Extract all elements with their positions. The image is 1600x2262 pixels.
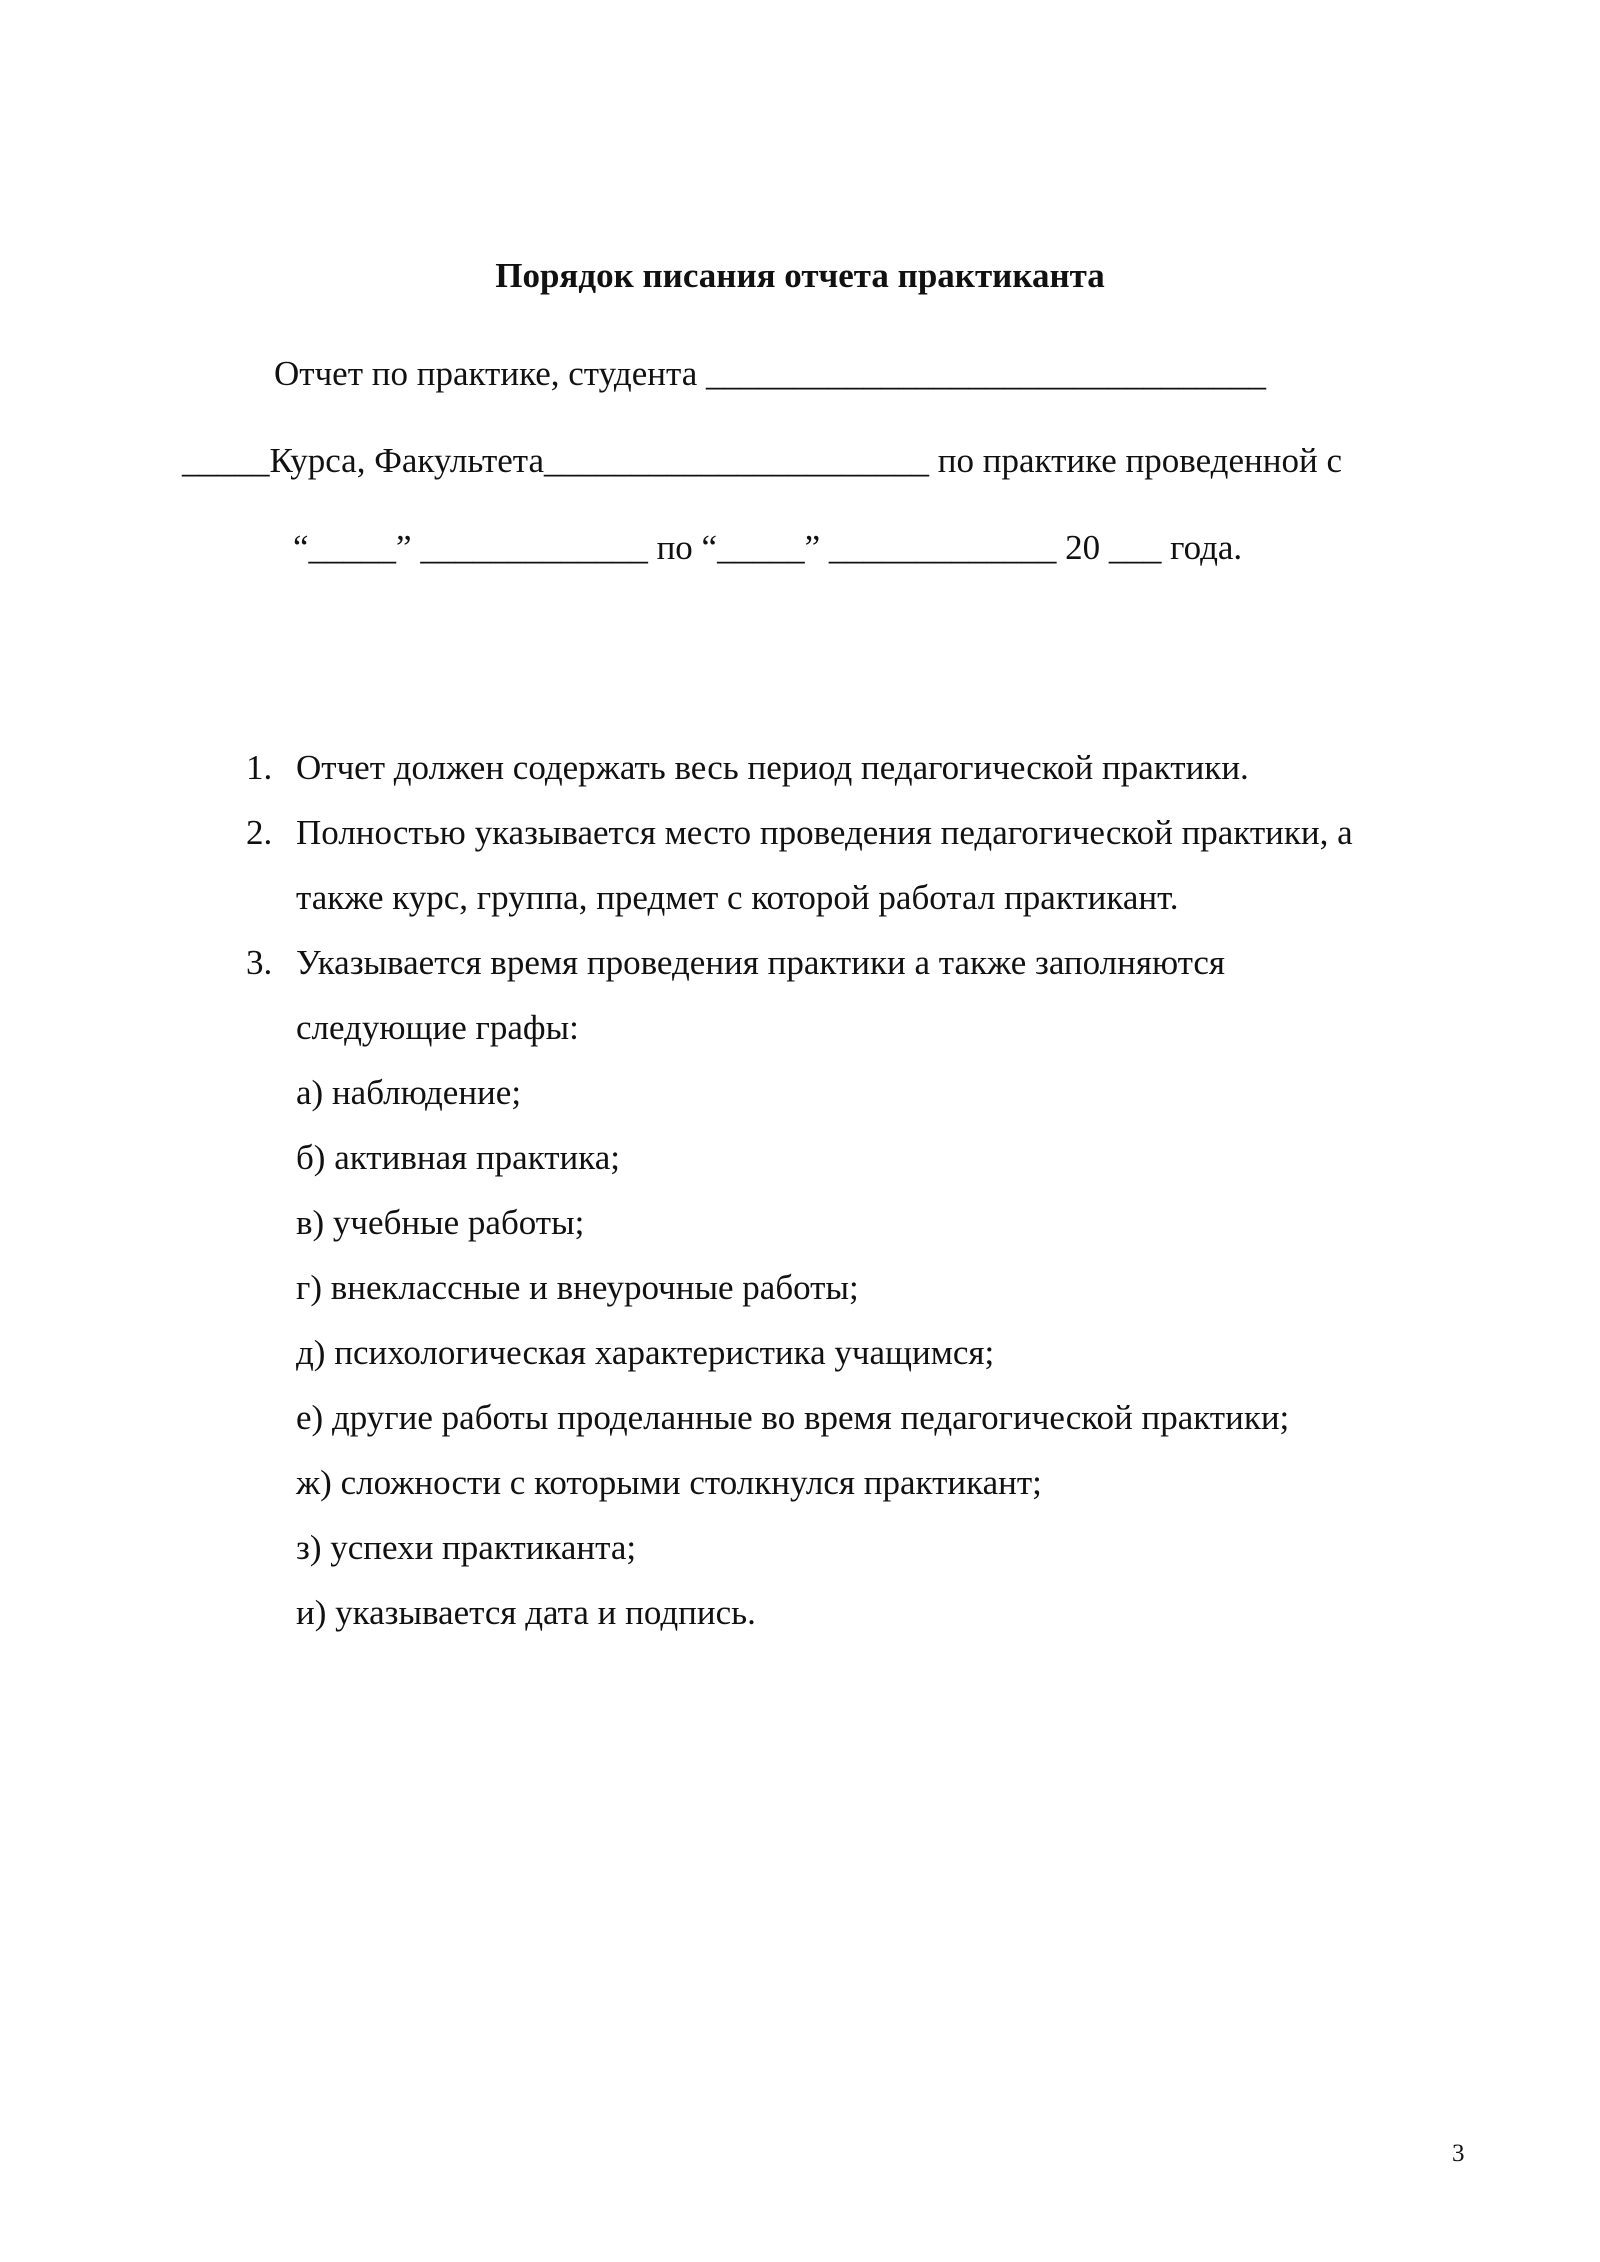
report-header-line-dates: “_____” _____________ по “_____” _____________ 20 ___ года. [293, 528, 1243, 567]
subitem-a: а) наблюдение; [296, 1073, 522, 1112]
list-item-text-continued: следующие графы: [296, 1008, 579, 1047]
subitem-b: б) активная практика; [296, 1138, 621, 1177]
subitem-v: в) учебные работы; [296, 1203, 585, 1242]
subitem-d: д) психологическая характеристика учащимся; [296, 1333, 995, 1372]
page-number: 3 [1452, 2140, 1465, 2167]
subitem-zh: ж) сложности с которыми столкнулся практикант; [296, 1463, 1042, 1502]
subitem-g: г) внеклассные и внеурочные работы; [296, 1268, 859, 1307]
list-item-text-continued: также курс, группа, предмет с которой работал практикант. [296, 878, 1179, 917]
report-header-line-student: Отчет по практике, студента ________________________________ [274, 354, 1266, 393]
subitem-e: е) другие работы проделанные во время педагогической практики; [296, 1398, 1290, 1437]
list-item-text: Полностью указывается место проведения педагогической практики, а [296, 813, 1353, 852]
list-item-number: 1. [246, 748, 273, 787]
document-title: Порядок писания отчета практиканта [495, 256, 1105, 295]
list-item-text: Отчет должен содержать весь период педагогической практики. [296, 748, 1249, 787]
subitem-z: з) успехи практиканта; [296, 1528, 637, 1567]
list-item-number: 3. [246, 943, 273, 982]
list-item-number: 2. [246, 813, 273, 852]
report-header-line-course: _____Курса, Факультета______________________ по практике проведенной с [182, 441, 1342, 480]
subitem-i: и) указывается дата и подпись. [296, 1593, 756, 1632]
list-item-text: Указывается время проведения практики а также заполняются [296, 943, 1226, 982]
